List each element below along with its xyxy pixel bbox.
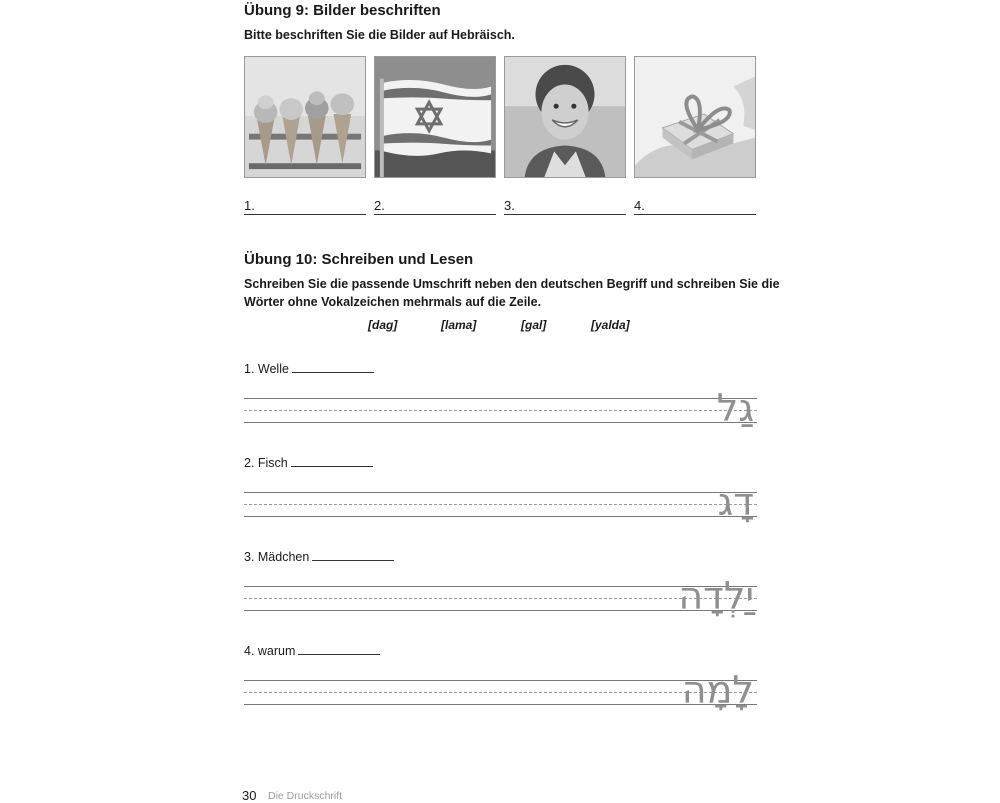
transliteration-blank[interactable] xyxy=(312,550,394,561)
hebrew-word-lama: לָמָה xyxy=(681,668,754,712)
writing-line-base[interactable] xyxy=(244,516,757,517)
transliteration-blank[interactable] xyxy=(292,362,374,373)
gift-box-photo xyxy=(634,56,756,178)
writing-line-top xyxy=(244,492,757,493)
page-number: 30 xyxy=(242,788,257,803)
exercise10-instruction-line1: Schreiben Sie die passende Umschrift neben den deutschen Begriff und schreiben Sie die xyxy=(244,277,780,291)
transliteration-yalda: [yalda] xyxy=(591,318,630,332)
writing-line-mid xyxy=(244,692,757,693)
writing-line-mid xyxy=(244,410,757,411)
image-label-blank-1[interactable]: 1. xyxy=(244,198,366,215)
item-label: 2. Fisch xyxy=(244,456,288,470)
item-welle xyxy=(244,362,374,376)
hebrew-word-dag: דָג xyxy=(717,480,754,524)
hebrew-word-gal: גַל xyxy=(716,386,754,430)
item-label: 3. Mädchen xyxy=(244,550,310,564)
item-label: 1. Welle xyxy=(244,362,289,376)
item-maedchen xyxy=(244,550,394,564)
transliteration-blank[interactable] xyxy=(291,456,373,467)
image-label-blank-3[interactable]: 3. xyxy=(504,198,626,215)
image-label-blank-4[interactable]: 4. xyxy=(634,198,756,215)
exercise10-title: Übung 10: Schreiben und Lesen xyxy=(244,251,474,268)
item-label: 4. warum xyxy=(244,644,296,658)
transliteration-dag: [dag] xyxy=(368,318,398,332)
ice-cream-cones-photo xyxy=(244,56,366,178)
transliteration-blank[interactable] xyxy=(298,644,380,655)
writing-line-mid xyxy=(244,504,757,505)
smiling-child-photo xyxy=(504,56,626,178)
transliteration-gal: [gal] xyxy=(521,318,547,332)
writing-line-top xyxy=(244,680,757,681)
hebrew-word-yalda: יַלְדָה xyxy=(678,574,754,618)
israel-flag-photo xyxy=(374,56,496,178)
image-label-blank-2[interactable]: 2. xyxy=(374,198,496,215)
exercise10-instruction-line2: Wörter ohne Vokalzeichen mehrmals auf die Zeile. xyxy=(244,295,542,309)
exercise9-title: Übung 9: Bilder beschriften xyxy=(244,2,441,19)
exercise9-instruction: Bitte beschriften Sie die Bilder auf Hebräisch. xyxy=(244,28,515,42)
writing-line-top xyxy=(244,398,757,399)
item-warum xyxy=(244,644,380,658)
writing-line-base[interactable] xyxy=(244,704,757,705)
writing-line-base[interactable] xyxy=(244,422,757,423)
transliteration-lama: [lama] xyxy=(441,318,477,332)
item-fisch xyxy=(244,456,373,470)
section-title: Die Druckschrift xyxy=(268,790,343,802)
